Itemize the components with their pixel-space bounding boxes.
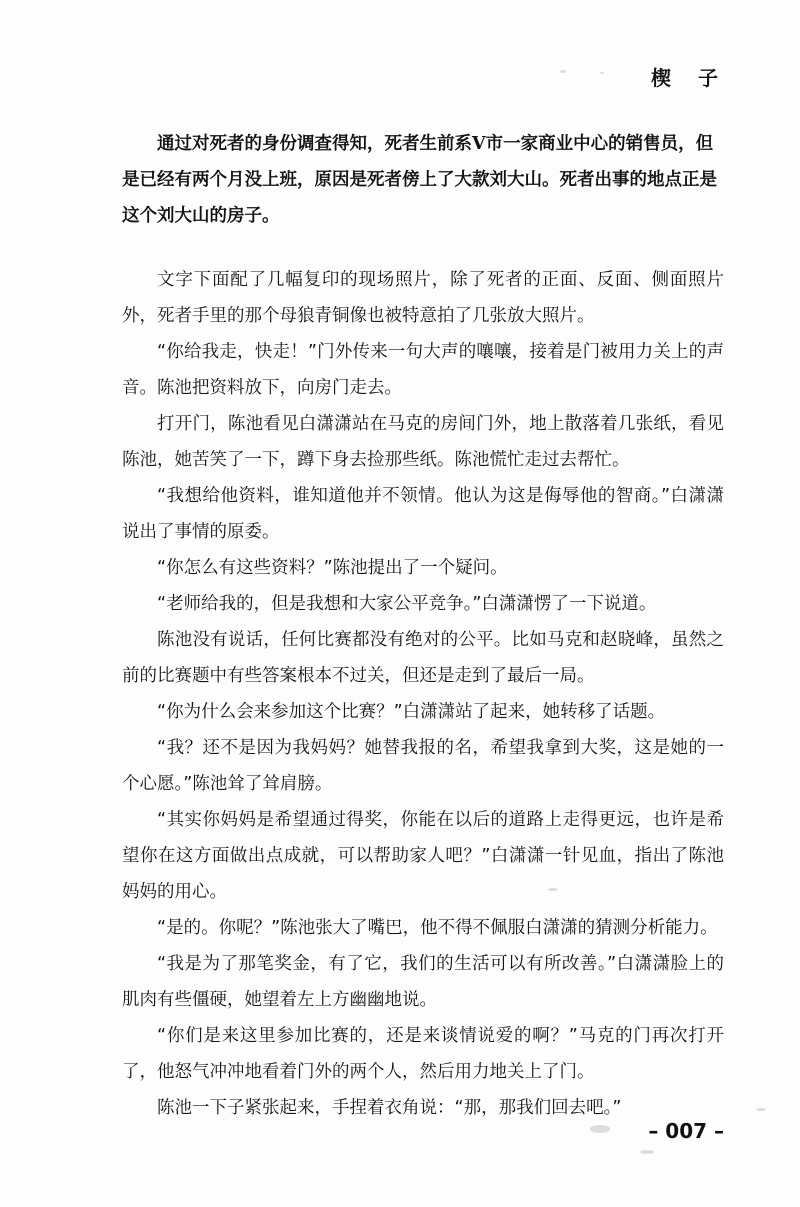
scan-speck — [640, 1150, 654, 1154]
scan-speck — [590, 1125, 610, 1133]
body-text — [122, 262, 724, 1126]
body-paragraph: “其实你妈妈是希望通过得奖，你能在以后的道路上走得更远，也许是希望你在这方面做出点成就，可以帮助家人吧？”白潇潇一针见血，指出了陈池妈妈的用心。 — [122, 810, 724, 902]
body-paragraph: 文字下面配了几幅复印的现场照片，除了死者的正面、反面、侧面照片外，死者手里的那个母狼青铜像也被特意拍了几张放大照片。 — [122, 270, 724, 326]
body-paragraph: “我是为了那笔奖金，有了它，我们的生活可以有所改善。”白潇潇脸上的肌肉有些僵硬，她望着左上方幽幽地说。 — [122, 954, 724, 1010]
scan-speck — [548, 888, 558, 891]
scan-speck — [600, 72, 604, 74]
body-paragraph: 陈池没有说话，任何比赛都没有绝对的公平。比如马克和赵晓峰，虽然之前的比赛题中有些答案根本不过关，但还是走到了最后一局。 — [122, 630, 724, 686]
body-paragraph: “你怎么有这些资料？”陈池提出了一个疑问。 — [157, 558, 508, 578]
quoted-document-block — [122, 126, 724, 234]
body-paragraph: “你们是来这里参加比赛的，还是来谈情说爱的啊？”马克的门再次打开了，他怒气冲冲地看着门外的两个人，然后用力地关上了门。 — [122, 1026, 724, 1082]
body-paragraph: “我想给他资料，谁知道他并不领情。他认为这是侮辱他的智商。”白潇潇说出了事情的原委。 — [122, 486, 724, 542]
body-paragraph: “我？还不是因为我妈妈？她替我报的名，希望我拿到大奖，这是她的一个心愿。”陈池耸了耸肩膀。 — [122, 738, 724, 794]
body-paragraph: “你为什么会来参加这个比赛？”白潇潇站了起来，她转移了话题。 — [157, 702, 666, 722]
scan-speck — [560, 70, 566, 73]
scan-speck — [756, 1108, 766, 1111]
body-paragraph: 陈池一下子紧张起来，手捏着衣角说：“那，那我们回去吧。” — [157, 1098, 622, 1118]
chapter-header: 楔 子 — [651, 66, 728, 90]
quote-paragraph: 通过对死者的身份调查得知，死者生前系V市一家商业中心的销售员，但是已经有两个月没上班，原因是死者傍上了大款刘大山。死者出事的地点正是这个刘大山的房子。 — [122, 134, 717, 226]
body-paragraph: 打开门，陈池看见白潇潇站在马克的房间门外，地上散落着几张纸，看见陈池，她苦笑了一下，蹲下身去捡那些纸。陈池慌忙走过去帮忙。 — [122, 414, 724, 470]
body-paragraph: “你给我走，快走！”门外传来一句大声的嚷嚷，接着是门被用力关上的声音。陈池把资料放下，向房门走去。 — [122, 342, 724, 398]
body-paragraph: “老师给我的，但是我想和大家公平竞争。”白潇潇愣了一下说道。 — [157, 594, 657, 614]
body-paragraph: “是的。你呢？”陈池张大了嘴巴，他不得不佩服白潇潇的猜测分析能力。 — [157, 918, 718, 938]
page-number: – 007 – — [648, 1119, 724, 1143]
